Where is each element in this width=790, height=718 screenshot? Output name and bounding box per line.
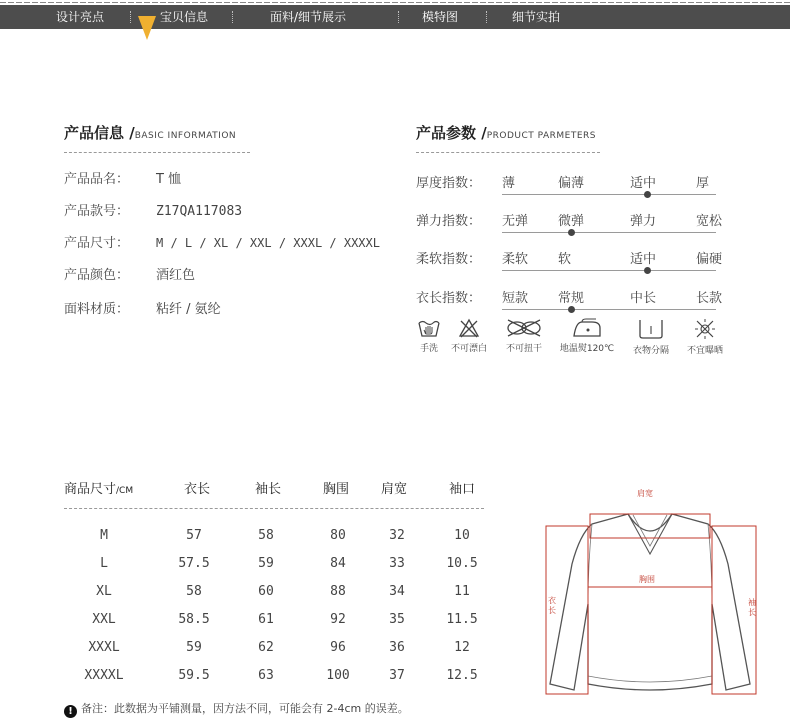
measurement-cell: 34 [389,584,405,599]
measurement-cell: 63 [258,668,274,683]
param-row [416,287,723,309]
param-selected-dot [644,191,651,198]
param-option: 无弹 [502,214,529,229]
info-label: 产品尺寸： [64,236,130,251]
size-table-header-size [64,478,133,497]
param-option: 常规 [558,291,585,306]
size-cell: XL [96,584,112,599]
care-label: 衣物分隔 [632,346,669,356]
param-option: 弹力 [630,214,657,229]
param-label: 厚度指数： [416,176,482,191]
param-label: 弹力指数： [416,214,482,229]
hand-wash-icon [417,318,441,338]
care-item-no-sun-dry [680,318,730,356]
measurement-cell: 12 [454,640,470,655]
size-table-header-sleeve: 袖长 [255,482,282,497]
measurement-cell: 33 [389,556,405,571]
measurement-cell: 59.5 [178,668,210,683]
size-table-header-shoulder: 肩宽 [381,482,408,497]
measurement-cell: 12.5 [446,668,478,683]
exclamation-icon: ! [64,705,77,718]
care-item-hand-wash [416,318,442,354]
measurement-cell: 80 [330,528,346,543]
param-scale-track [502,194,716,195]
info-label: 产品品名： [64,172,130,187]
param-label: 衣长指数： [416,291,482,306]
param-row [416,248,723,270]
measurement-cell: 58 [258,528,274,543]
measurement-cell: 88 [330,584,346,599]
measurement-cell: 61 [258,612,274,627]
param-scale-track [502,309,716,310]
low-iron-icon [570,318,604,338]
size-cell: XXXL [88,640,120,655]
nav-item-design-highlights[interactable]: 设计亮点 [56,10,105,24]
size-cell: M [100,528,108,543]
measurement-cell: 32 [389,528,405,543]
measurement-cell: 57 [186,528,202,543]
top-nav [0,5,790,29]
table-divider [64,508,484,509]
measurement-cell: 10 [454,528,470,543]
measurement-cell: 84 [330,556,346,571]
measurement-cell: 11 [454,584,470,599]
param-option: 薄 [502,176,516,191]
care-item-no-bleach [445,318,493,354]
param-option: 长款 [696,291,723,306]
care-label: 不宜曝晒 [686,346,723,356]
nav-item-product-info[interactable]: 宝贝信息 [160,10,209,24]
no-sun-dry-icon [694,318,716,340]
measurement-cell: 100 [326,668,350,683]
info-label: 产品款号： [64,204,130,219]
unit-label: /CM [116,486,134,496]
param-selected-dot [568,306,575,313]
care-item-no-wring [500,318,548,354]
param-option: 厚 [696,176,710,191]
param-option: 适中 [630,252,657,267]
measurement-cell: 60 [258,584,274,599]
care-label: 不可漂白 [450,344,487,354]
product-params-title-text: 产品参数 / [416,124,487,142]
shoulder-width-label: 肩宽 [637,489,653,498]
care-label: 手洗 [419,344,438,354]
size-cell: L [100,556,108,571]
info-row-name [64,168,181,187]
nav-item-detail-shots[interactable]: 细节实拍 [512,10,561,24]
measurement-note [64,700,409,718]
section-divider [64,152,250,153]
measurement-cell: 62 [258,640,274,655]
sweater-outline [550,514,750,690]
length-label: 衣长 [548,596,556,615]
active-nav-marker [138,16,156,40]
param-row [416,172,716,194]
garment-measurement-diagram [540,484,760,698]
nav-separator [130,11,131,23]
measurement-cell: 36 [389,640,405,655]
param-option: 柔软 [502,252,529,267]
info-value: T 恤 [156,172,182,187]
no-bleach-icon [458,318,480,338]
size-cell: XXL [92,612,116,627]
info-row-style-no [64,200,242,219]
size-table-header-chest: 胸围 [323,482,350,497]
param-option: 适中 [630,176,657,191]
product-info-subtitle: BASIC INFORMATION [134,131,237,141]
nav-item-model-photos[interactable]: 模特图 [422,10,459,24]
param-option: 微弹 [558,214,585,229]
nav-separator [232,11,233,23]
product-info-title [64,122,236,143]
care-item-low-iron [555,318,619,354]
measurement-cell: 59 [186,640,202,655]
separate-wash-icon [636,318,666,340]
info-row-color [64,264,195,283]
care-label: 不可扭干 [505,344,542,354]
measurement-cell: 59 [258,556,274,571]
info-value: 酒红色 [156,268,196,283]
info-label: 产品颜色： [64,268,130,283]
param-scale-track [502,232,716,233]
measurement-cell: 92 [330,612,346,627]
care-item-separate-wash [626,318,676,356]
chest-label: 胸围 [639,575,655,584]
no-wring-icon [504,318,544,338]
measurement-cell: 11.5 [446,612,478,627]
param-option: 中长 [630,291,657,306]
param-scale-track [502,270,716,271]
size-table-header-length: 衣长 [184,482,211,497]
measurement-cell: 58 [186,584,202,599]
param-selected-dot [644,267,651,274]
measurement-cell: 57.5 [178,556,210,571]
info-label: 面料材质： [64,302,130,317]
info-row-sizes [64,232,380,251]
header-label: 商品尺寸 [64,482,117,497]
param-option: 偏薄 [558,176,585,191]
info-value: Z17QA117083 [156,204,243,219]
param-option: 短款 [502,291,529,306]
info-row-material [64,298,221,317]
measurement-cell: 58.5 [178,612,210,627]
measurement-cell: 37 [389,668,405,683]
product-info-title-text: 产品信息 / [64,124,135,142]
size-cell: XXXXL [84,668,124,683]
param-row [416,210,723,232]
param-selected-dot [568,229,575,236]
info-value: M / L / XL / XXL / XXXL / XXXXL [156,236,380,250]
nav-separator [486,11,487,23]
note-text: 备注：此数据为平铺测量，因方法不同，可能会有 2-4cm 的误差。 [81,702,409,715]
param-option: 偏硬 [696,252,723,267]
param-option: 软 [558,252,572,267]
measurement-cell: 10.5 [446,556,478,571]
param-label: 柔软指数： [416,252,482,267]
product-params-subtitle: PRODUCT PARMETERS [486,131,596,141]
measurement-cell: 35 [389,612,405,627]
nav-item-fabric-details[interactable]: 面料/细节展示 [270,10,347,24]
section-divider [416,152,600,153]
size-table-header-cuff: 袖口 [449,482,476,497]
param-option: 宽松 [696,214,723,229]
sleeve-length-label: 袖长 [748,598,756,617]
nav-separator [398,11,399,23]
product-params-title [416,122,596,143]
measurement-cell: 96 [330,640,346,655]
info-value: 粘纤 / 氨纶 [156,302,221,317]
care-label: 地温熨120℃ [559,344,615,354]
